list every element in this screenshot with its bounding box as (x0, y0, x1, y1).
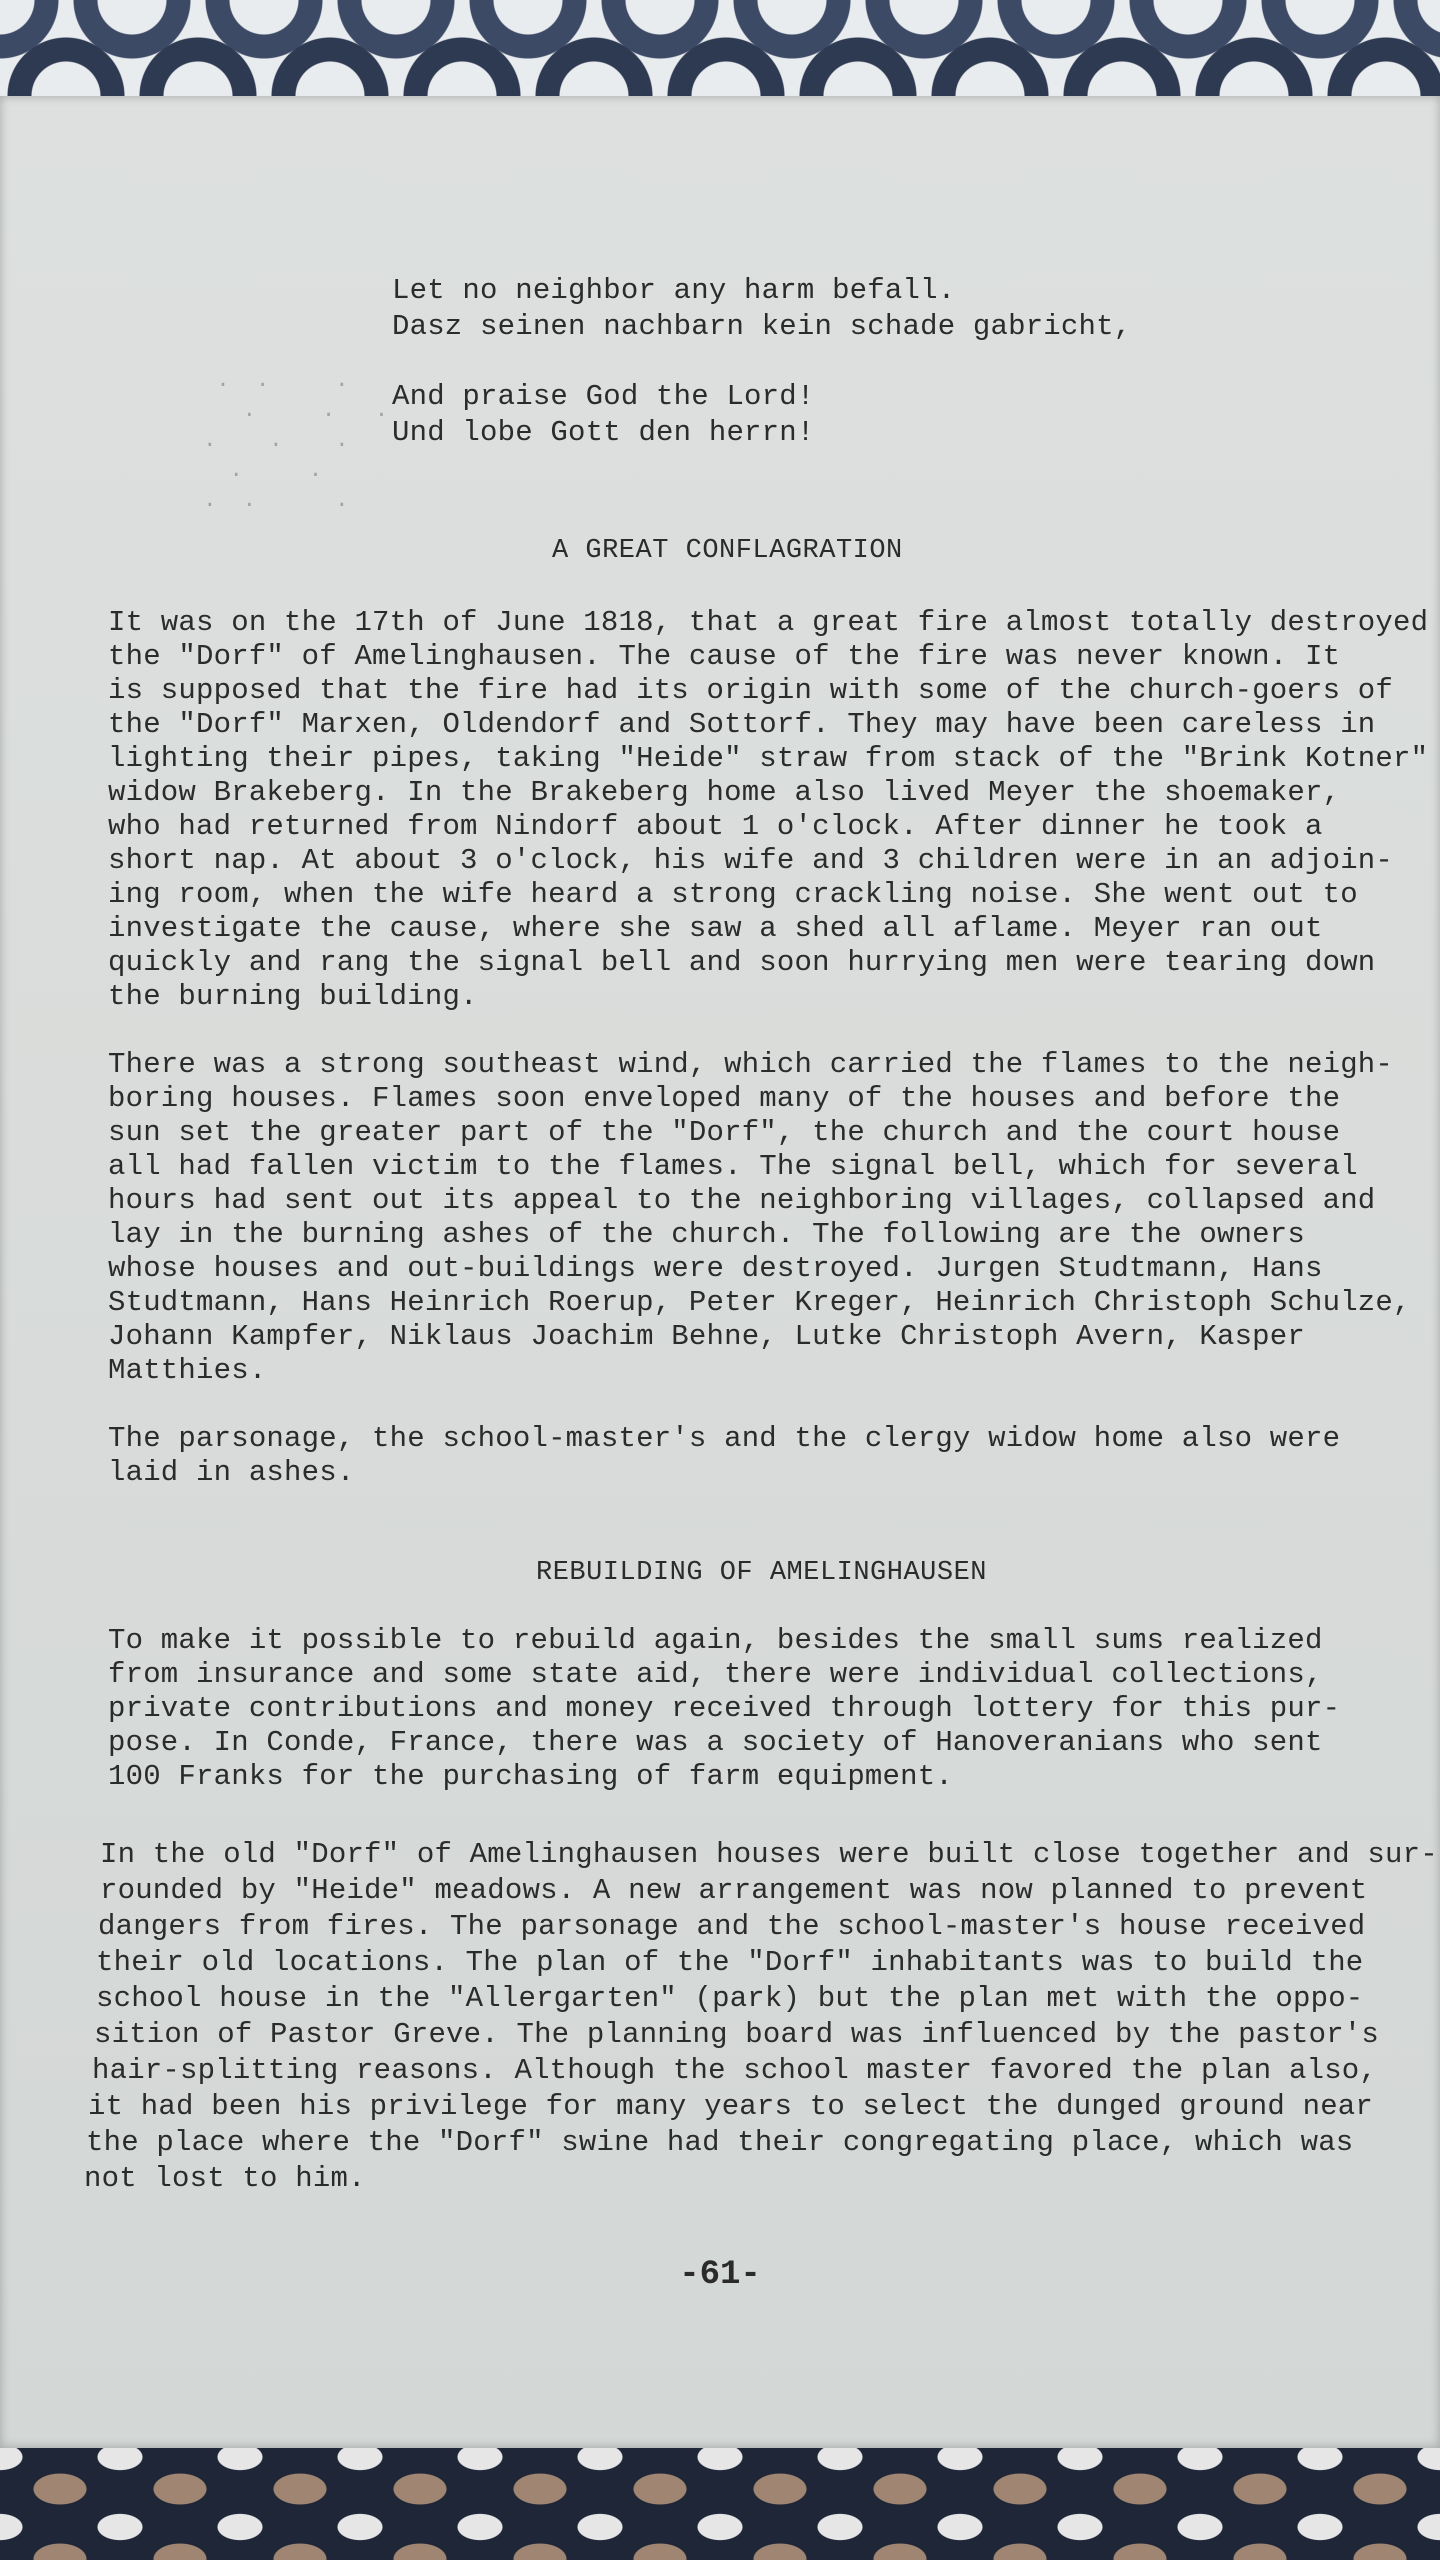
paragraph-line: hours had sent out its appeal to the neighboring villages, collapsed and (108, 1184, 1376, 1217)
paragraph-line: To make it possible to rebuild again, besides the small sums realized (108, 1624, 1323, 1657)
paragraph-line: Johann Kampfer, Niklaus Joachim Behne, Lutke Christoph Avern, Kasper (108, 1320, 1305, 1353)
paper-specks: . . . . . . . . . . . . . . (203, 368, 389, 513)
paragraph-line: it had been his privilege for many years to select the dunged ground near (88, 2090, 1374, 2123)
paragraph-line: ing room, when the wife heard a strong crackling noise. She went out to (108, 878, 1358, 911)
section-title-rebuilding: REBUILDING OF AMELINGHAUSEN (536, 1558, 987, 1588)
paragraph-line: dangers from fires. The parsonage and the school-master's house received (98, 1910, 1366, 1943)
paragraph-line: It was on the 17th of June 1818, that a great fire almost totally destroyed (108, 606, 1429, 639)
verse-line-2: Dasz seinen nachbarn kein schade gabricht, (392, 310, 1132, 343)
paragraph-line: pose. In Conde, France, there was a society of Hanoveranians who sent (108, 1726, 1323, 1759)
paragraph-line: who had returned from Nindorf about 1 o'clock. After dinner he took a (108, 810, 1323, 843)
paragraph-line: quickly and rang the signal bell and soon hurrying men were tearing down (108, 946, 1376, 979)
document-page (0, 96, 1440, 2448)
paragraph-line: all had fallen victim to the flames. The signal bell, which for several (108, 1150, 1358, 1183)
paragraph-line: hair-splitting reasons. Although the school master favored the plan also, (92, 2054, 1378, 2087)
paragraph-line: The parsonage, the school-master's and the clergy widow home also were (108, 1422, 1341, 1455)
paragraph-line: whose houses and out-buildings were destroyed. Jurgen Studtmann, Hans (108, 1252, 1323, 1285)
paragraph-line: sition of Pastor Greve. The planning board was influenced by the pastor's (94, 2018, 1380, 2051)
page-number: -61- (679, 2256, 761, 2294)
paragraph-line: the burning building. (108, 980, 478, 1013)
paragraph-line: private contributions and money received through lottery for this pur- (108, 1692, 1341, 1725)
paragraph-line: lighting their pipes, taking "Heide" straw from stack of the "Brink Kotner" (108, 742, 1429, 775)
paragraph-line: In the old "Dorf" of Amelinghausen houses were built close together and sur- (100, 1838, 1438, 1871)
paragraph-line: not lost to him. (84, 2162, 366, 2195)
paragraph-line: the "Dorf" of Amelinghausen. The cause of the fire was never known. It (108, 640, 1341, 673)
verse-line-4: Und lobe Gott den herrn! (392, 416, 815, 449)
paragraph-line: 100 Franks for the purchasing of farm equipment. (108, 1760, 953, 1793)
verse-line-1: Let no neighbor any harm befall. (392, 274, 956, 307)
paragraph-line: boring houses. Flames soon enveloped many of the houses and before the (108, 1082, 1341, 1115)
paragraph-line: Matthies. (108, 1354, 267, 1387)
paragraph-line: laid in ashes. (108, 1456, 355, 1489)
paragraph-line: their old locations. The plan of the "Dorf" inhabitants was to build the (96, 1946, 1364, 1979)
paragraph-line: school house in the "Allergarten" (park) but the plan met with the oppo- (96, 1982, 1364, 2015)
paragraph-line: There was a strong southeast wind, which carried the flames to the neigh- (108, 1048, 1394, 1081)
paragraph-line: widow Brakeberg. In the Brakeberg home also lived Meyer the shoemaker, (108, 776, 1341, 809)
fabric-background-top (0, 0, 1440, 100)
paragraph-line: sun set the greater part of the "Dorf", the church and the court house (108, 1116, 1341, 1149)
paragraph-line: Studtmann, Hans Heinrich Roerup, Peter Kreger, Heinrich Christoph Schulze, (108, 1286, 1411, 1319)
paragraph-line: is supposed that the fire had its origin with some of the church-goers of (108, 674, 1394, 707)
paragraph-line: the "Dorf" Marxen, Oldendorf and Sottorf. They may have been careless in (108, 708, 1376, 741)
section-title-conflagration: A GREAT CONFLAGRATION (552, 536, 903, 566)
paragraph-line: the place where the "Dorf" swine had their congregating place, which was (86, 2126, 1354, 2159)
paragraph-line: investigate the cause, where she saw a shed all aflame. Meyer ran out (108, 912, 1323, 945)
paragraph-line: short nap. At about 3 o'clock, his wife and 3 children were in an adjoin- (108, 844, 1394, 877)
verse-line-3: And praise God the Lord! (392, 380, 815, 413)
fabric-background-bottom (0, 2448, 1440, 2560)
paragraph-line: rounded by "Heide" meadows. A new arrangement was now planned to prevent (100, 1874, 1368, 1907)
paragraph-line: from insurance and some state aid, there were individual collections, (108, 1658, 1323, 1691)
paragraph-line: lay in the burning ashes of the church. The following are the owners (108, 1218, 1305, 1251)
